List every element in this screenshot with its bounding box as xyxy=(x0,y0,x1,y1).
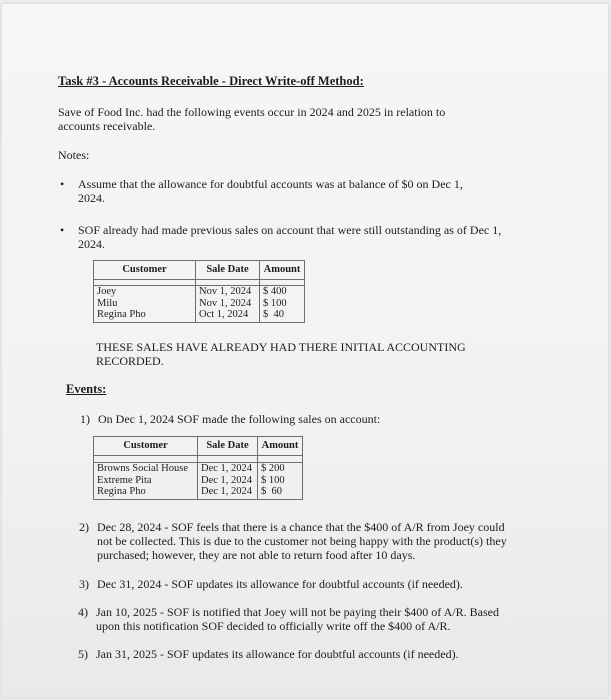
event-number: 4) xyxy=(78,605,88,619)
bullet-icon: • xyxy=(60,223,65,237)
note-text: SOF already had made previous sales on account that were still outstanding as of Dec 1, 2024. xyxy=(78,223,502,251)
column-header: Amount xyxy=(260,261,305,280)
event-text: On Dec 1, 2024 SOF made the following sales on account: xyxy=(98,412,381,426)
event-item xyxy=(80,412,518,426)
note-item xyxy=(60,177,478,205)
events-label: Events: xyxy=(66,382,107,396)
table-body-row xyxy=(94,463,303,500)
sale-date-cell: Nov 1, 2024 Nov 1, 2024 Oct 1, 2024 xyxy=(196,286,260,323)
event-number: 3) xyxy=(79,577,89,591)
table-header-row xyxy=(94,261,305,280)
event-number: 2) xyxy=(79,520,89,534)
event-text: Dec 31, 2024 - SOF updates its allowance for doubtful accounts (if needed). xyxy=(97,577,463,591)
sales-note: THESE SALES HAVE ALREADY HAD THERE INITIAL ACCOUNTING RECORDED. xyxy=(96,340,466,368)
event-text: Jan 10, 2025 - SOF is notified that Joey will not be paying their $400 of A/R. Based upon this notification SOF decided to officially write off the $400 of A/R. xyxy=(96,605,499,633)
customer-cell: Joey Milu Regina Pho xyxy=(94,286,196,323)
note-text: Assume that the allowance for doubtful accounts was at balance of $0 on Dec 1, 2024. xyxy=(78,177,463,205)
column-header: Sale Date xyxy=(196,261,260,280)
event-item xyxy=(79,577,517,591)
event-number: 1) xyxy=(80,412,90,426)
table-body-row xyxy=(94,286,305,323)
bullet-icon: • xyxy=(60,177,65,191)
event-text: Dec 28, 2024 - SOF feels that there is a chance that the $400 of A/R from Joey could not be collected. This is due to the customer not being happy with the product(s) they purchased; however, they are not able to return food after 10 days. xyxy=(97,520,507,562)
column-header: Customer xyxy=(94,261,196,280)
sale-date-cell: Dec 1, 2024 Dec 1, 2024 Dec 1, 2024 xyxy=(198,463,258,500)
event-item xyxy=(79,520,517,562)
document-page xyxy=(2,4,608,697)
customer-cell: Browns Social House Extreme Pita Regina Pho xyxy=(94,463,198,500)
table-header-row xyxy=(94,437,303,456)
column-header: Sale Date xyxy=(198,437,258,456)
task-title: Task #3 - Accounts Receivable - Direct Write-off Method: xyxy=(58,74,364,88)
notes-label: Notes: xyxy=(58,148,90,162)
note-item xyxy=(60,223,508,251)
dec-sales-table xyxy=(93,436,303,500)
event-item xyxy=(78,605,516,633)
column-header: Amount xyxy=(258,437,303,456)
intro-paragraph: Save of Food Inc. had the following events occur in 2024 and 2025 in relation to accounts receivable. xyxy=(58,105,446,133)
event-item xyxy=(78,647,516,661)
column-header: Customer xyxy=(94,437,198,456)
event-number: 5) xyxy=(78,647,88,661)
amount-cell: $ 400 $ 100 $ 40 xyxy=(260,286,305,323)
prior-sales-table xyxy=(93,260,305,323)
amount-cell: $ 200 $ 100 $ 60 xyxy=(258,463,303,500)
event-text: Jan 31, 2025 - SOF updates its allowance for doubtful accounts (if needed). xyxy=(96,647,459,661)
